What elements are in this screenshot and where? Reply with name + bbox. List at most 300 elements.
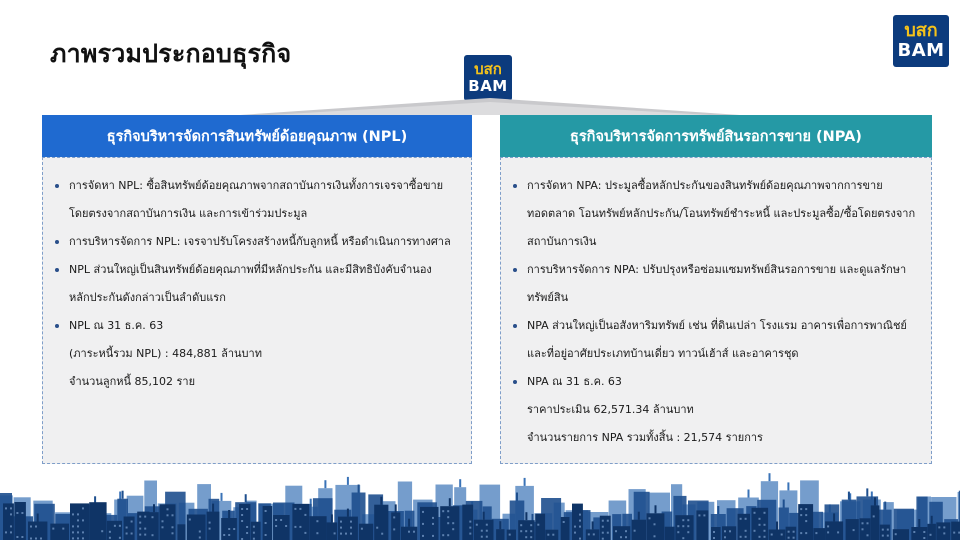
skyline-window bbox=[109, 537, 111, 539]
skyline-window bbox=[304, 532, 306, 534]
skyline-spire bbox=[221, 493, 223, 501]
skyline-window bbox=[447, 534, 449, 536]
skyline-window bbox=[867, 522, 869, 524]
skyline-window bbox=[588, 533, 590, 535]
skyline-window bbox=[525, 530, 527, 532]
npl-bullet-procurement bbox=[55, 172, 457, 228]
skyline-window bbox=[805, 508, 807, 510]
skyline-spire bbox=[380, 497, 382, 505]
bullet-line: NPA ส่วนใหญ่เป็นอสังหาริมทรัพย์ เช่น ที่ดินเปล่า โรงแรม อาคารเพื่อการพาณิชย์ bbox=[527, 319, 907, 332]
skyline-window bbox=[253, 526, 255, 528]
skyline-window bbox=[913, 531, 915, 533]
skyline-window bbox=[119, 537, 121, 539]
npl-header: ธุรกิจบริหารจัดการสินทรัพย์ด้อยคุณภาพ (NPL) bbox=[42, 115, 472, 157]
skyline-window bbox=[677, 531, 679, 533]
skyline-window bbox=[607, 520, 609, 522]
skyline-building bbox=[273, 515, 290, 540]
skyline-window bbox=[805, 520, 807, 522]
skyline-window bbox=[162, 526, 164, 528]
skyline-building bbox=[14, 502, 26, 540]
skyline-spire bbox=[324, 480, 326, 488]
skyline-building bbox=[150, 512, 159, 540]
skyline-window bbox=[209, 528, 211, 530]
skyline-window bbox=[30, 526, 32, 528]
bullet-line: การจัดหา NPA: ประมูลซื้อหลักประกันของสินทรัพย์ด้อยคุณภาพจากการขาย bbox=[527, 179, 883, 192]
skyline-window bbox=[350, 533, 352, 535]
bullet-line: NPL ณ 31 ธ.ค. 63 bbox=[69, 319, 164, 332]
bullet-line: ราคาประเมิน 62,571.34 ล้านบาท bbox=[527, 403, 694, 416]
skyline-window bbox=[408, 531, 410, 533]
skyline-window bbox=[299, 526, 301, 528]
connector-arc bbox=[240, 98, 740, 116]
skyline-window bbox=[873, 515, 875, 517]
npa-bullet-property-types bbox=[513, 312, 917, 368]
skyline-window bbox=[340, 521, 342, 523]
skyline-window bbox=[432, 517, 434, 519]
skyline-building bbox=[207, 512, 220, 540]
skyline-spire bbox=[783, 500, 785, 508]
skyline-window bbox=[793, 537, 795, 539]
skyline-window bbox=[882, 535, 884, 537]
skyline-window bbox=[649, 517, 651, 519]
skyline-spire bbox=[358, 485, 360, 493]
skyline-window bbox=[246, 532, 248, 534]
skyline-building bbox=[263, 506, 273, 540]
bam-logo-center bbox=[464, 55, 512, 101]
skyline-building bbox=[28, 522, 47, 540]
skyline-window bbox=[447, 516, 449, 518]
skyline-window bbox=[579, 520, 581, 522]
skyline-window bbox=[745, 518, 747, 520]
npa-panel bbox=[500, 115, 932, 464]
skyline-window bbox=[345, 533, 347, 535]
skyline-window bbox=[280, 519, 282, 521]
skyline-window bbox=[30, 538, 32, 540]
skyline-window bbox=[469, 521, 471, 523]
skyline-window bbox=[209, 522, 211, 524]
skyline-window bbox=[77, 513, 79, 515]
skyline-building bbox=[825, 521, 843, 540]
skyline-window bbox=[21, 512, 23, 514]
skyline-building bbox=[600, 516, 611, 540]
skyline-window bbox=[682, 519, 684, 521]
skyline-window bbox=[393, 516, 395, 518]
npa-bullet-management bbox=[513, 256, 917, 312]
bullet-line: จำนวนลูกหนี้ 85,102 ราย bbox=[69, 375, 196, 388]
skyline-window bbox=[862, 528, 864, 530]
skyline-spire bbox=[748, 490, 750, 498]
skyline-window bbox=[77, 519, 79, 521]
skyline-window bbox=[241, 520, 243, 522]
skyline-window bbox=[754, 530, 756, 532]
skyline-window bbox=[805, 514, 807, 516]
skyline-window bbox=[759, 536, 761, 538]
skyline-window bbox=[579, 526, 581, 528]
skyline-window bbox=[340, 533, 342, 535]
skyline-window bbox=[537, 524, 539, 526]
skyline-window bbox=[579, 514, 581, 516]
skyline-window bbox=[530, 530, 532, 532]
skyline-window bbox=[442, 510, 444, 512]
skyline-window bbox=[754, 512, 756, 514]
bullet-line: (ภาระหนี้รวม NPL) : 484,881 ล้านบาท bbox=[69, 347, 262, 360]
skyline-window bbox=[620, 536, 622, 538]
skyline-building bbox=[124, 517, 135, 540]
skyline-building bbox=[496, 529, 504, 540]
skyline-window bbox=[563, 521, 565, 523]
skyline-window bbox=[72, 525, 74, 527]
skyline-window bbox=[724, 530, 726, 532]
skyline-window bbox=[654, 523, 656, 525]
skyline-window bbox=[579, 538, 581, 540]
skyline-window bbox=[199, 531, 201, 533]
skyline-window bbox=[552, 534, 554, 536]
skyline-building bbox=[545, 530, 558, 540]
skyline-window bbox=[72, 537, 74, 539]
skyline-window bbox=[228, 528, 230, 530]
bullet-line: โดยตรงจากสถาบันการเงิน และการเข้าร่วมประมูล bbox=[69, 207, 308, 220]
skyline-window bbox=[82, 537, 84, 539]
skyline-spire bbox=[525, 512, 527, 520]
skyline-window bbox=[882, 529, 884, 531]
skyline-window bbox=[16, 512, 18, 514]
skyline-window bbox=[5, 507, 7, 509]
skyline-building bbox=[137, 512, 149, 540]
skyline-window bbox=[265, 534, 267, 536]
skyline-spire bbox=[449, 498, 451, 506]
skyline-building bbox=[374, 505, 388, 540]
skyline-window bbox=[698, 514, 700, 516]
skyline-window bbox=[199, 537, 201, 539]
skyline-window bbox=[77, 531, 79, 533]
logo-thai-text: บสก bbox=[904, 20, 938, 41]
skyline-window bbox=[162, 520, 164, 522]
skyline-window bbox=[764, 530, 766, 532]
skyline-window bbox=[275, 525, 277, 527]
skyline-building bbox=[675, 515, 693, 540]
skyline-window bbox=[131, 533, 133, 535]
skyline-window bbox=[16, 536, 18, 538]
skyline-building bbox=[535, 514, 545, 540]
skyline-window bbox=[745, 536, 747, 538]
skyline-window bbox=[72, 513, 74, 515]
skyline-spire bbox=[122, 491, 124, 499]
skyline-window bbox=[923, 531, 925, 533]
skyline-window bbox=[745, 530, 747, 532]
skyline-window bbox=[602, 526, 604, 528]
bam-logo bbox=[893, 15, 949, 67]
skyline-building bbox=[187, 515, 206, 540]
skyline-window bbox=[625, 530, 627, 532]
skyline-building bbox=[871, 505, 880, 540]
skyline-window bbox=[275, 519, 277, 521]
bullet-line: การบริหารจัดการ NPL: เจรจาปรับโครงสร้างหนี้กับลูกหนี้ หรือดำเนินการทางศาล bbox=[69, 235, 451, 248]
skyline-building bbox=[70, 503, 89, 540]
skyline-building bbox=[696, 510, 708, 540]
skyline-window bbox=[800, 508, 802, 510]
skyline-window bbox=[943, 526, 945, 528]
skyline-window bbox=[35, 526, 37, 528]
skyline-window bbox=[432, 523, 434, 525]
skyline-window bbox=[10, 531, 12, 533]
skyline-building bbox=[50, 524, 69, 540]
skyline-window bbox=[139, 528, 141, 530]
skyline-window bbox=[172, 532, 174, 534]
skyline-window bbox=[139, 522, 141, 524]
skyline-spire bbox=[931, 516, 933, 524]
skyline-window bbox=[265, 522, 267, 524]
skyline-window bbox=[172, 526, 174, 528]
skyline-window bbox=[713, 537, 715, 539]
skyline-spire bbox=[787, 482, 789, 490]
skyline-building bbox=[239, 504, 250, 540]
skyline-spire bbox=[153, 504, 155, 512]
skyline-window bbox=[759, 518, 761, 520]
skyline-window bbox=[793, 531, 795, 533]
skyline-spire bbox=[769, 473, 771, 481]
skyline-spire bbox=[638, 512, 640, 520]
skyline-window bbox=[126, 533, 128, 535]
skyline-window bbox=[189, 519, 191, 521]
skyline-window bbox=[304, 514, 306, 516]
skyline-window bbox=[729, 530, 731, 532]
npl-bullet-summary bbox=[55, 312, 457, 396]
npl-panel bbox=[42, 115, 472, 464]
skyline-window bbox=[131, 521, 133, 523]
skyline-building bbox=[860, 518, 871, 540]
skyline-window bbox=[486, 524, 488, 526]
skyline-window bbox=[447, 510, 449, 512]
bullet-line: NPL ส่วนใหญ่เป็นสินทรัพย์ด้อยคุณภาพที่มีหลักประกัน และมีสิทธิบังคับจำนอง bbox=[69, 263, 432, 276]
skyline-window bbox=[687, 525, 689, 527]
skyline-window bbox=[72, 531, 74, 533]
skyline-window bbox=[340, 527, 342, 529]
skyline-window bbox=[422, 523, 424, 525]
skyline-window bbox=[447, 522, 449, 524]
skyline-window bbox=[241, 514, 243, 516]
skyline-window bbox=[634, 530, 636, 532]
skyline-spire bbox=[499, 521, 501, 529]
bullet-line: และที่อยู่อาศัยประเภทบ้านเดี่ยว ทาวน์เฮ้าส์ และอาคารชุด bbox=[527, 347, 799, 360]
skyline-building bbox=[572, 504, 583, 540]
npa-body bbox=[500, 157, 932, 464]
skyline-spire bbox=[459, 479, 461, 487]
skyline-window bbox=[867, 534, 869, 536]
npa-bullet-procurement bbox=[513, 172, 917, 256]
skyline-window bbox=[486, 536, 488, 538]
skyline-window bbox=[788, 531, 790, 533]
skyline-building bbox=[813, 528, 825, 540]
skyline-window bbox=[119, 525, 121, 527]
bullet-line: การจัดหา NPL: ซื้อสินทรัพย์ด้อยคุณภาพจากสถาบันการเงินทั้งการเจรจาซื้อขาย bbox=[69, 179, 444, 192]
npl-bullet-management bbox=[55, 228, 457, 256]
skyline-window bbox=[625, 536, 627, 538]
skyline-spire bbox=[866, 488, 868, 496]
skyline-window bbox=[887, 529, 889, 531]
logo-english-text: BAM bbox=[897, 40, 945, 61]
skyline-spire bbox=[347, 509, 349, 517]
npl-bullet-collateral bbox=[55, 256, 457, 312]
skyline-window bbox=[520, 524, 522, 526]
bullet-line: ทรัพย์สิน bbox=[527, 291, 569, 304]
skyline-window bbox=[167, 514, 169, 516]
skyline-window bbox=[853, 529, 855, 531]
skyline-window bbox=[77, 537, 79, 539]
skyline-window bbox=[253, 532, 255, 534]
skyline-window bbox=[938, 526, 940, 528]
skyline-window bbox=[530, 536, 532, 538]
skyline-building bbox=[738, 514, 750, 540]
skyline-window bbox=[167, 508, 169, 510]
skyline-window bbox=[574, 532, 576, 534]
skyline-window bbox=[759, 524, 761, 526]
skyline-window bbox=[52, 528, 54, 530]
skyline-window bbox=[547, 534, 549, 536]
skyline-window bbox=[724, 536, 726, 538]
skyline-window bbox=[682, 537, 684, 539]
skyline-window bbox=[602, 520, 604, 522]
skyline-window bbox=[574, 526, 576, 528]
skyline-building bbox=[177, 524, 185, 540]
skyline-spire bbox=[228, 510, 230, 518]
bullet-line: NPA ณ 31 ธ.ค. 63 bbox=[527, 375, 622, 388]
skyline-spire bbox=[833, 513, 835, 521]
skyline-spire bbox=[592, 521, 594, 529]
skyline-window bbox=[144, 516, 146, 518]
skyline-window bbox=[827, 531, 829, 533]
skyline-window bbox=[10, 513, 12, 515]
skyline-window bbox=[800, 532, 802, 534]
skyline-window bbox=[895, 533, 897, 535]
skyline-window bbox=[800, 514, 802, 516]
skyline-window bbox=[654, 535, 656, 537]
skyline-window bbox=[481, 536, 483, 538]
skyline-window bbox=[602, 538, 604, 540]
skyline-window bbox=[77, 525, 79, 527]
skyline-spire bbox=[655, 505, 657, 513]
npa-header: ธุรกิจบริหารจัดการทรัพย์สินรอการขาย (NPA) bbox=[500, 115, 932, 157]
skyline-building bbox=[474, 520, 494, 540]
logo-thai-text: บสก bbox=[474, 60, 502, 78]
skyline-window bbox=[376, 527, 378, 529]
skyline-window bbox=[316, 520, 318, 522]
skyline-window bbox=[228, 534, 230, 536]
skyline-window bbox=[21, 536, 23, 538]
skyline-window bbox=[476, 524, 478, 526]
skyline-window bbox=[152, 516, 154, 518]
skyline-window bbox=[682, 525, 684, 527]
skyline-window bbox=[114, 525, 116, 527]
skyline-window bbox=[422, 511, 424, 513]
skyline-spire bbox=[347, 477, 349, 485]
skyline-window bbox=[246, 526, 248, 528]
skyline-building bbox=[359, 524, 373, 540]
skyline-building bbox=[561, 517, 570, 540]
skyline-building bbox=[880, 525, 890, 540]
skyline-window bbox=[172, 514, 174, 516]
skyline-window bbox=[771, 534, 773, 536]
skyline-window bbox=[862, 522, 864, 524]
skyline-window bbox=[740, 518, 742, 520]
skyline-window bbox=[520, 530, 522, 532]
skyline-window bbox=[764, 512, 766, 514]
skyline-window bbox=[837, 531, 839, 533]
skyline-window bbox=[299, 508, 301, 510]
skyline-building bbox=[928, 524, 936, 540]
skyline-window bbox=[827, 525, 829, 527]
skyline-spire bbox=[119, 492, 121, 500]
skyline-spire bbox=[37, 514, 39, 522]
skyline-building bbox=[846, 519, 859, 540]
skyline-window bbox=[607, 532, 609, 534]
skyline-building bbox=[309, 516, 326, 540]
skyline-window bbox=[62, 528, 64, 530]
skyline-window bbox=[593, 533, 595, 535]
skyline-spire bbox=[516, 493, 518, 501]
skyline-window bbox=[10, 507, 12, 509]
skyline-window bbox=[381, 533, 383, 535]
skyline-window bbox=[241, 508, 243, 510]
city-skyline-illustration bbox=[0, 460, 960, 540]
skyline-window bbox=[764, 536, 766, 538]
skyline-window bbox=[887, 535, 889, 537]
bullet-line: หลักประกันดังกล่าวเป็นลำดับแรก bbox=[69, 291, 226, 304]
skyline-building bbox=[401, 527, 417, 540]
skyline-window bbox=[615, 530, 617, 532]
skyline-building bbox=[936, 522, 950, 540]
skyline-window bbox=[413, 531, 415, 533]
skyline-window bbox=[144, 528, 146, 530]
skyline-window bbox=[486, 530, 488, 532]
skyline-window bbox=[334, 532, 336, 534]
skyline-window bbox=[687, 519, 689, 521]
skyline-window bbox=[82, 519, 84, 521]
skyline-window bbox=[126, 527, 128, 529]
skyline-building bbox=[711, 527, 721, 540]
skyline-spire bbox=[331, 514, 333, 522]
skyline-window bbox=[481, 530, 483, 532]
skyline-spire bbox=[212, 504, 214, 512]
skyline-window bbox=[139, 516, 141, 518]
skyline-window bbox=[740, 536, 742, 538]
skyline-window bbox=[923, 537, 925, 539]
skyline-window bbox=[943, 532, 945, 534]
skyline-window bbox=[469, 533, 471, 535]
skyline-window bbox=[82, 531, 84, 533]
skyline-window bbox=[40, 538, 42, 540]
skyline-building bbox=[391, 512, 400, 540]
skyline-building bbox=[665, 527, 675, 540]
skyline-window bbox=[233, 528, 235, 530]
skyline-window bbox=[509, 534, 511, 536]
skyline-window bbox=[35, 538, 37, 540]
npa-bullet-summary bbox=[513, 368, 917, 452]
skyline-window bbox=[422, 535, 424, 537]
skyline-window bbox=[602, 532, 604, 534]
skyline-spire bbox=[918, 519, 920, 527]
skyline-window bbox=[930, 534, 932, 536]
bullet-line: จำนวนรายการ NPA รวมทั้งสิ้น : 21,574 รายการ bbox=[527, 431, 763, 444]
skyline-spire bbox=[874, 497, 876, 505]
skyline-window bbox=[350, 527, 352, 529]
npl-body bbox=[42, 157, 472, 464]
skyline-window bbox=[953, 532, 955, 534]
skyline-window bbox=[452, 522, 454, 524]
skyline-window bbox=[687, 531, 689, 533]
skyline-window bbox=[82, 507, 84, 509]
skyline-window bbox=[5, 531, 7, 533]
skyline-building bbox=[786, 527, 797, 540]
